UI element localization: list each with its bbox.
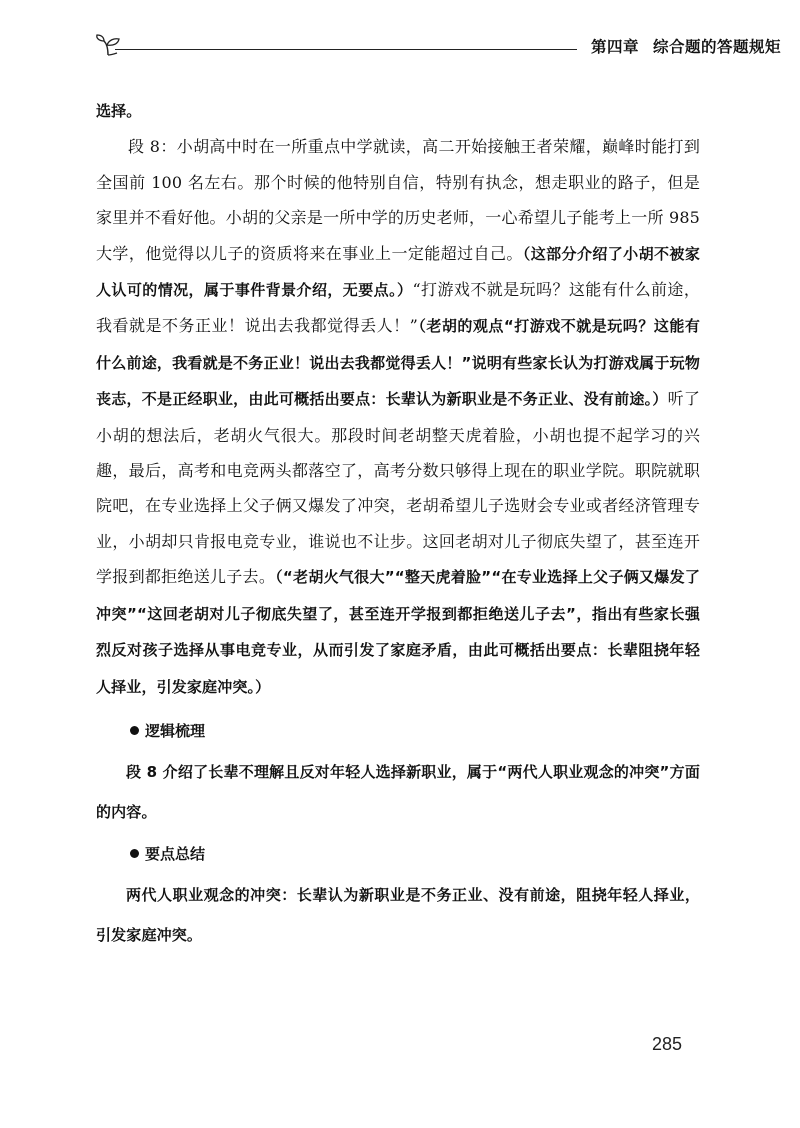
running-header	[95, 30, 782, 60]
chapter-title	[591, 35, 800, 57]
logic-heading-text: 逻辑梳理	[145, 721, 206, 740]
summary-heading-text: 要点总结	[145, 844, 206, 863]
quote-father: “打游戏不就是玩吗？这能有什么前途，我看就是不务正业！说出去我都觉得丢人！”	[96, 280, 700, 336]
summary-text: 两代人职业观念的冲突：长辈认为新职业是不务正业、没有前途，阻挠年轻人择业，引发家庭冲突。	[96, 885, 700, 944]
lead-line-text: 选择。	[96, 102, 142, 120]
paragraph-8	[96, 129, 700, 705]
para8-continued: 听了小胡的想法后，老胡火气很大。那段时间老胡整天虎着脸，小胡也提不起学习的兴趣，最后，高考和电竞两头都落空了，高考分数只够得上现在的职业学院。职院就职院吧，在专业选择上父子俩又爆发了冲突，老胡希望儿子选财会专业或者经济管理专业，小胡却只肯报电竞专业，谁说也不让步。这回老胡对儿子彻底失望了，甚至连开学报到都拒绝送儿子去。	[96, 389, 700, 587]
note-point-2: （“老胡火气很大”“整天虎着脸”“在专业选择上父子俩又爆发了冲突”“这回老胡对儿子彻底失望了，甚至连开学报到都拒绝送儿子去”，指出有些家长强烈反对孩子选择从事电竞专业，从而引发了家庭矛盾，由此可概括出要点：长辈阻挠年轻人择业，引发家庭冲突。）	[96, 568, 701, 696]
header-rule	[115, 49, 577, 50]
chapter-name: 综合题的答题规矩	[653, 38, 782, 56]
logic-heading	[96, 711, 700, 752]
note-background: （这部分介绍了小胡不被家人认可的情况，属于事件背景介绍，无要点。）	[96, 244, 700, 300]
body-text	[96, 93, 700, 955]
logic-text: 段 8 介绍了长辈不理解且反对年轻人选择新职业，属于“两代人职业观念的冲突”方面的内容。	[96, 762, 700, 821]
bullet-icon	[130, 849, 139, 858]
bullet-icon	[130, 726, 139, 735]
note-point-1: （老胡的观点“打游戏不就是玩吗？这能有什么前途，我看就是不务正业！说出去我都觉得丢人！”说明有些家长认为打游戏属于玩物丧志，不是正经职业，由此可概括出要点：长辈认为新职业是不务正业、没有前途。）	[96, 317, 700, 409]
para8-start: 段 8：小胡高中时在一所重点中学就读，高二开始接触王者荣耀，巅峰时能打到全国前 100 名左右。那个时候的他特别自信，特别有执念，想走职业的路子，但是家里并不看好他。小胡的父亲是一所中学的历史老师，一心希望儿子能考上一所 985 大学，他觉得以儿子的资质将来在事业上一定能超过自己。	[96, 137, 700, 263]
page-number: 285	[652, 1034, 683, 1054]
sprout-icon	[95, 34, 121, 56]
chapter-number: 第四章	[591, 38, 640, 56]
summary-heading	[96, 834, 700, 875]
lead-line	[96, 93, 700, 129]
